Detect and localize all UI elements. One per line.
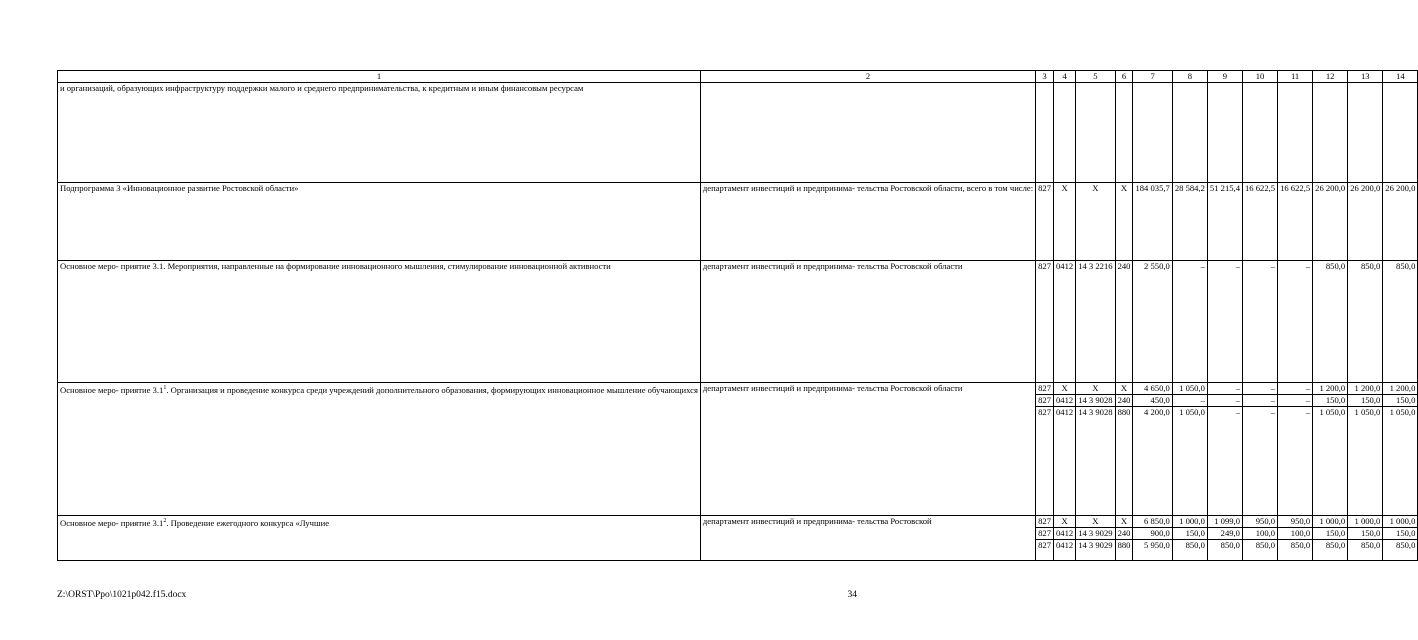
value-cell: 1 200,0 <box>1313 383 1348 395</box>
value-cell: X <box>1115 383 1133 395</box>
value-cell: 827 <box>1036 383 1054 395</box>
value-cell: – <box>1207 261 1242 383</box>
row-name-cell: Основное меро- приятие $3.1^1$. Организация и проведение конкурса среди учреждений дополнительного образования, формирующих инновационное мышление обучающихся <box>58 383 701 516</box>
value-cell: 450,0 <box>1133 395 1172 407</box>
value-cell: 0412 <box>1054 407 1076 516</box>
value-cell: 950,0 <box>1242 516 1277 528</box>
value-cell: 850,0 <box>1172 540 1207 561</box>
value-cell: – <box>1242 261 1277 383</box>
header-cell: 6 <box>1115 71 1133 83</box>
row-name-cell: Основное меро- приятие $3.1^2$. Проведение ежегодного конкурса «Лучшие <box>58 516 701 561</box>
value-cell: X <box>1076 516 1115 528</box>
value-cell: 150,0 <box>1313 395 1348 407</box>
value-cell: 150,0 <box>1313 528 1348 540</box>
header-cell: 2 <box>700 71 1035 83</box>
value-cell: 14 3 2216 <box>1076 261 1115 383</box>
value-cell: 249,0 <box>1207 528 1242 540</box>
value-cell: 1 050,0 <box>1313 407 1348 516</box>
value-cell: 26 200,0 <box>1383 183 1418 261</box>
value-cell: 4 650,0 <box>1133 383 1172 395</box>
executor-cell: департамент инвестиций и предпринима- тельства Ростовской области, всего в том числе: <box>700 183 1035 261</box>
executor-cell: департамент инвестиций и предпринима- тельства Ростовской области <box>700 383 1035 516</box>
value-cell: 0412 <box>1054 540 1076 561</box>
value-cell: X <box>1076 183 1115 261</box>
page-number: 34 <box>847 590 857 600</box>
value-cell: 827 <box>1036 407 1054 516</box>
table-row <box>58 383 1418 395</box>
value-cell: 1 099,0 <box>1207 516 1242 528</box>
value-cell: 1 050,0 <box>1172 407 1207 516</box>
value-cell: – <box>1172 261 1207 383</box>
value-cell: 850,0 <box>1313 261 1348 383</box>
value-cell: – <box>1242 395 1277 407</box>
value-cell: 1 000,0 <box>1383 516 1418 528</box>
value-cell: – <box>1278 407 1313 516</box>
value-cell: 1 050,0 <box>1383 407 1418 516</box>
value-cell: 240 <box>1115 528 1133 540</box>
table-row <box>58 261 1418 383</box>
value-cell: 51 215,4 <box>1207 183 1242 261</box>
value-cell: 827 <box>1036 395 1054 407</box>
budget-table <box>57 70 1418 561</box>
value-cell: 827 <box>1036 516 1054 528</box>
table-row <box>58 183 1418 261</box>
value-cell: 4 200,0 <box>1133 407 1172 516</box>
value-cell: 850,0 <box>1383 261 1418 383</box>
value-cell: 16 622,5 <box>1278 183 1313 261</box>
value-cell: – <box>1242 407 1277 516</box>
value-cell: 0412 <box>1054 261 1076 383</box>
value-cell: 150,0 <box>1348 528 1383 540</box>
header-cell: 8 <box>1172 71 1207 83</box>
header-cell: 1 <box>58 71 701 83</box>
header-cell: 13 <box>1348 71 1383 83</box>
value-cell: 827 <box>1036 528 1054 540</box>
header-cell: 4 <box>1054 71 1076 83</box>
executor-cell: департамент инвестиций и предпринима- тельства Ростовской <box>700 516 1035 561</box>
value-cell: 184 035,7 <box>1133 183 1172 261</box>
row-name-cell: Подпрограмма 3 «Инновационное развитие Ростовской области» <box>58 183 701 261</box>
value-cell: 1 000,0 <box>1348 516 1383 528</box>
value-cell: 240 <box>1115 261 1133 383</box>
value-cell: 827 <box>1036 261 1054 383</box>
value-cell: 150,0 <box>1383 395 1418 407</box>
file-path: Z:\ORST\Ppo\1021p042.f15.docx <box>57 590 187 600</box>
header-cell: 11 <box>1278 71 1313 83</box>
value-cell: 5 950,0 <box>1133 540 1172 561</box>
value-cell: 850,0 <box>1313 540 1348 561</box>
value-cell: 900,0 <box>1133 528 1172 540</box>
value-cell: 26 200,0 <box>1313 183 1348 261</box>
value-cell: 827 <box>1036 183 1054 261</box>
value-cell: 0412 <box>1054 528 1076 540</box>
value-cell: X <box>1115 516 1133 528</box>
header-cell: 5 <box>1076 71 1115 83</box>
value-cell: 240 <box>1115 395 1133 407</box>
value-cell: 850,0 <box>1278 540 1313 561</box>
header-cell: 7 <box>1133 71 1172 83</box>
value-cell: 28 584,2 <box>1172 183 1207 261</box>
value-cell: 850,0 <box>1383 540 1418 561</box>
value-cell: 880 <box>1115 540 1133 561</box>
table-row <box>58 516 1418 528</box>
value-cell: 16 622,5 <box>1242 183 1277 261</box>
value-cell: 100,0 <box>1242 528 1277 540</box>
value-cell: – <box>1242 383 1277 395</box>
value-cell: – <box>1278 261 1313 383</box>
value-cell: 880 <box>1115 407 1133 516</box>
header-cell: 3 <box>1036 71 1054 83</box>
value-cell: 827 <box>1036 540 1054 561</box>
value-cell: – <box>1172 395 1207 407</box>
value-cell: 1 050,0 <box>1172 383 1207 395</box>
value-cell: 850,0 <box>1348 540 1383 561</box>
value-cell: 14 3 9029 <box>1076 540 1115 561</box>
value-cell: – <box>1207 383 1242 395</box>
header-row <box>58 71 1418 83</box>
value-cell: 950,0 <box>1278 516 1313 528</box>
header-cell: 10 <box>1242 71 1277 83</box>
header-cell: 14 <box>1383 71 1418 83</box>
row-name-cell: и организаций, образующих инфраструктуру поддержки малого и среднего предпринимательства, к кредитным и иным финансовым ресурсам <box>58 83 701 183</box>
value-cell: X <box>1076 383 1115 395</box>
value-cell: X <box>1054 183 1076 261</box>
value-cell: 2 550,0 <box>1133 261 1172 383</box>
value-cell: 14 3 9028 <box>1076 407 1115 516</box>
value-cell: 1 000,0 <box>1172 516 1207 528</box>
value-cell: 850,0 <box>1242 540 1277 561</box>
value-cell: 1 200,0 <box>1348 383 1383 395</box>
value-cell: – <box>1207 407 1242 516</box>
value-cell: X <box>1115 183 1133 261</box>
value-cell: 6 850,0 <box>1133 516 1172 528</box>
value-cell: 1 200,0 <box>1383 383 1418 395</box>
value-cell: – <box>1207 395 1242 407</box>
value-cell: X <box>1054 383 1076 395</box>
executor-cell: департамент инвестиций и предпринима- тельства Ростовской области <box>700 261 1035 383</box>
value-cell: 26 200,0 <box>1348 183 1383 261</box>
value-cell: – <box>1278 383 1313 395</box>
value-cell: 850,0 <box>1348 261 1383 383</box>
value-cell: 100,0 <box>1278 528 1313 540</box>
value-cell: 150,0 <box>1348 395 1383 407</box>
value-cell: 14 3 9028 <box>1076 395 1115 407</box>
value-cell: – <box>1278 395 1313 407</box>
value-cell: 0412 <box>1054 395 1076 407</box>
row-name-cell: Основное меро- приятие 3.1. Мероприятия, направленные на формирование инновационного мышления, стимулирование инновационной активности <box>58 261 701 383</box>
value-cell: 150,0 <box>1172 528 1207 540</box>
value-cell: 850,0 <box>1207 540 1242 561</box>
header-cell: 12 <box>1313 71 1348 83</box>
value-cell: X <box>1054 516 1076 528</box>
value-cell: 1 050,0 <box>1348 407 1383 516</box>
header-cell: 9 <box>1207 71 1242 83</box>
value-cell: 1 000,0 <box>1313 516 1348 528</box>
value-cell: 14 3 9029 <box>1076 528 1115 540</box>
table-row <box>58 83 1418 183</box>
value-cell: 150,0 <box>1383 528 1418 540</box>
